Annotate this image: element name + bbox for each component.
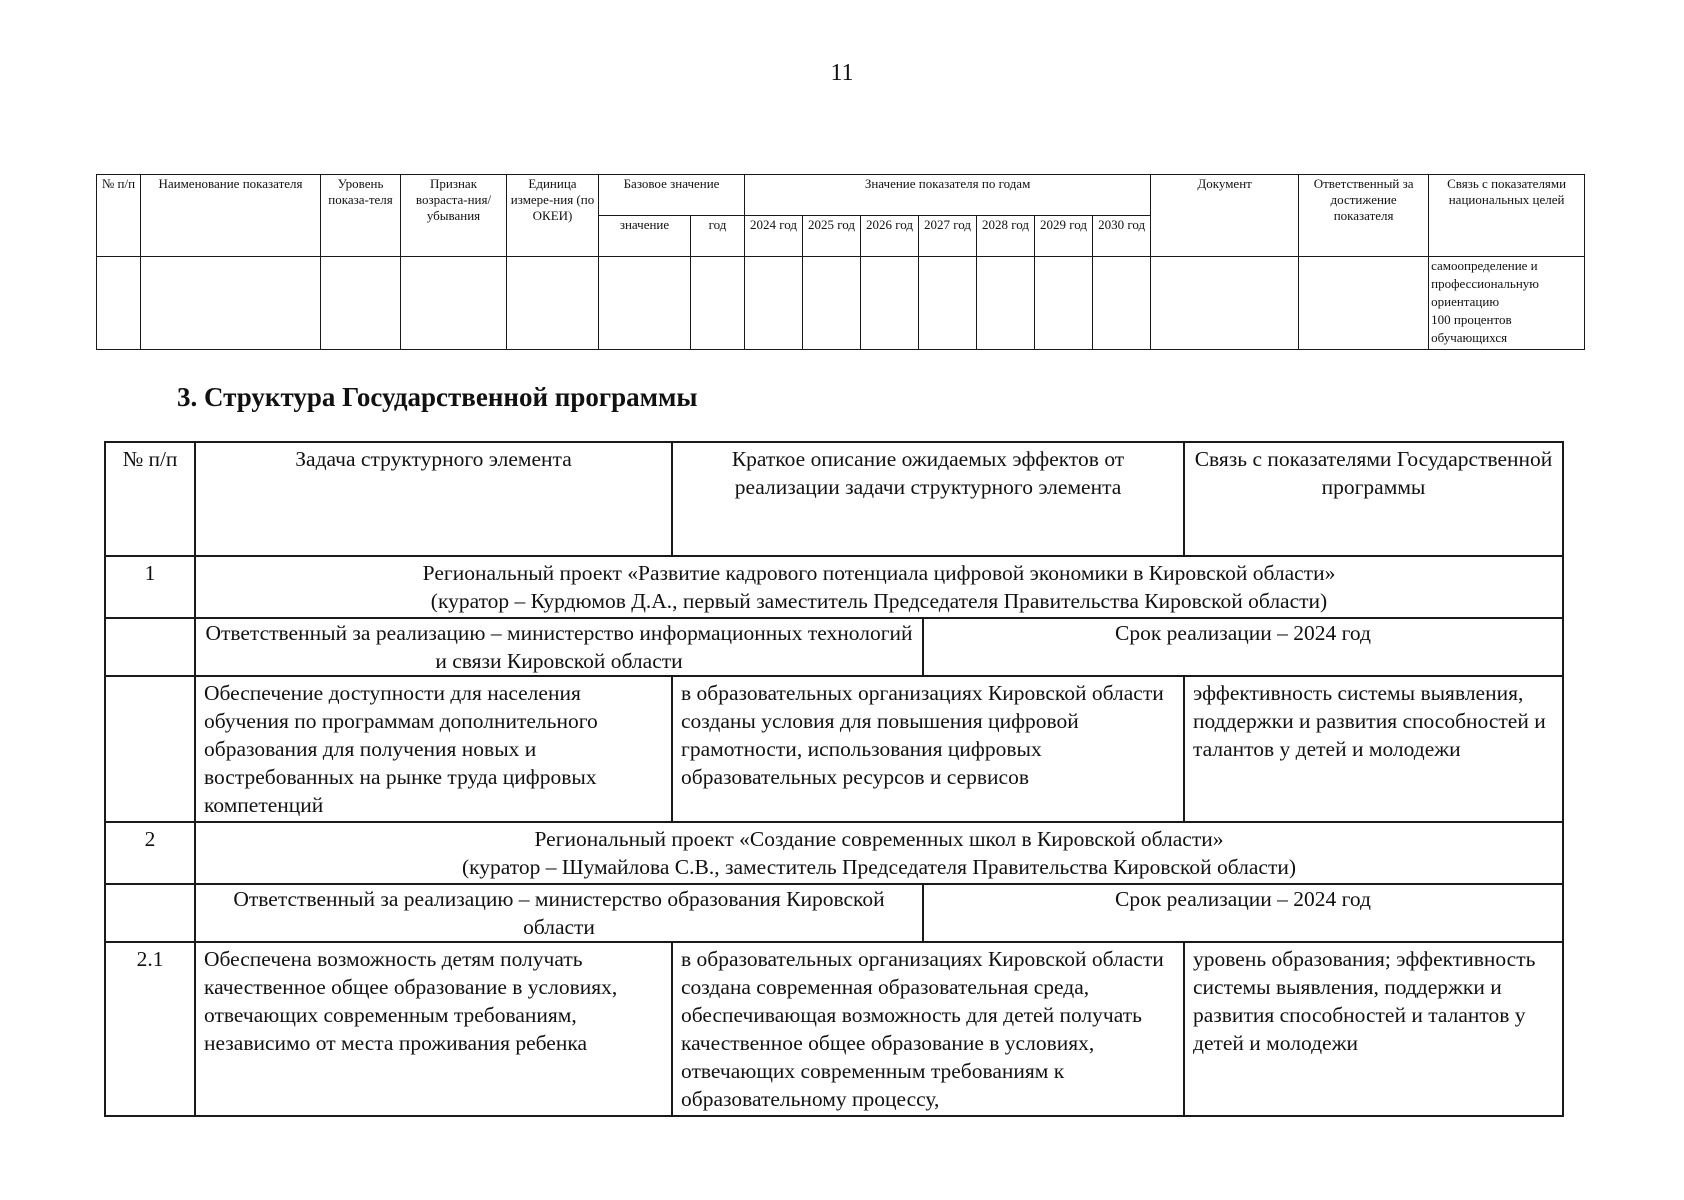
project-title: Региональный проект «Развитие кадрового потенциала цифровой экономики в Кировской области» — [422, 561, 1336, 585]
link-line: обучающихся — [1431, 330, 1508, 345]
table-cell — [1093, 257, 1151, 350]
table-cell — [105, 618, 195, 676]
link-text: уровень образования; эффективность системы выявления, поддержки и развития способностей и талантов у детей и молодежи — [1184, 942, 1563, 1116]
responsible-row — [195, 618, 1563, 676]
indicator-table — [96, 174, 1585, 350]
link-text: эффективность системы выявления, поддержки и развития способностей и талантов у детей и молодежи — [1184, 676, 1563, 822]
table-cell — [691, 257, 745, 350]
header-name: Наименование показателя — [141, 175, 321, 257]
responsible-text: Ответственный за реализацию – министерство информационных технологий и связи Кировской области — [196, 619, 924, 675]
table-cell — [919, 257, 977, 350]
header-base: Базовое значение — [599, 175, 745, 216]
header-responsible: Ответственный за достижение показателя — [1299, 175, 1429, 257]
header-link: Связь с показателями национальных целей — [1429, 175, 1585, 257]
term-text: Срок реализации – 2024 год — [1115, 887, 1371, 911]
table-cell — [977, 257, 1035, 350]
table-cell — [861, 257, 919, 350]
header-base-value: значение — [599, 216, 691, 257]
table-cell — [599, 257, 691, 350]
task-text: Обеспечение доступности для населения обучения по программам дополнительного образования для получения новых и востребованных на рынке труда цифровых компетенций — [195, 676, 672, 822]
page-number: 11 — [830, 60, 854, 86]
header-num: № п/п — [105, 442, 195, 556]
header-level: Уровень показа-теля — [321, 175, 401, 257]
project-title-cell — [195, 556, 1563, 618]
effects-text: в образовательных организациях Кировской области создана современная образовательная среда, обеспечивающая возможность для детей получать качественное общее образование в условиях, отвечающих современным требованиям к образовательному процессу, — [672, 942, 1184, 1116]
header-unit: Единица измере-ния (по ОКЕИ) — [507, 175, 599, 257]
table-cell — [507, 257, 599, 350]
table-cell — [105, 884, 195, 942]
table-cell — [1151, 257, 1299, 350]
header-year: 2027 год — [919, 216, 977, 257]
link-line: самоопределение и — [1431, 258, 1538, 273]
link-line: профессиональную — [1431, 276, 1540, 291]
effects-text: в образовательных организациях Кировской области созданы условия для повышения цифровой грамотности, использования цифровых образовательных ресурсов и сервисов — [672, 676, 1184, 822]
header-num: № п/п — [97, 175, 141, 257]
link-line: ориентацию — [1431, 294, 1500, 309]
header-base-year: год — [691, 216, 745, 257]
header-year: 2024 год — [745, 216, 803, 257]
header-year: 2028 год — [977, 216, 1035, 257]
responsible-text: Ответственный за реализацию – министерство образования Кировской области — [196, 885, 924, 941]
header-by-years: Значение показателя по годам — [745, 175, 1151, 216]
table-row — [97, 257, 1585, 350]
header-link: Связь с показателями Государственной программы — [1184, 442, 1563, 556]
header-year: 2026 год — [861, 216, 919, 257]
project-curator: (куратор – Шумайлова С.В., заместитель Председателя Правительства Кировской области) — [461, 855, 1297, 879]
national-goals-link-cell — [1429, 257, 1585, 350]
project-num: 2 — [105, 822, 195, 884]
task-num — [105, 676, 195, 822]
header-year: 2025 год — [803, 216, 861, 257]
section-title: 3. Структура Государственной программы — [177, 382, 698, 412]
table-cell — [1035, 257, 1093, 350]
table-cell — [1299, 257, 1429, 350]
task-num: 2.1 — [105, 942, 195, 1116]
project-curator: (куратор – Курдюмов Д.А., первый заместитель Председателя Правительства Кировской области) — [430, 589, 1328, 613]
header-year: 2030 год — [1093, 216, 1151, 257]
table-cell — [401, 257, 507, 350]
task-text: Обеспечена возможность детям получать качественное общее образование в условиях, отвечающих современным требованиям, независимо от места проживания ребенка — [195, 942, 672, 1116]
term-text: Срок реализации – 2024 год — [1115, 621, 1371, 645]
structure-table — [104, 441, 1564, 1117]
header-document: Документ — [1151, 175, 1299, 257]
responsible-row — [195, 884, 1563, 942]
header-effects: Краткое описание ожидаемых эффектов от реализации задачи структурного элемента — [672, 442, 1184, 556]
project-num: 1 — [105, 556, 195, 618]
table-cell — [321, 257, 401, 350]
table-cell — [141, 257, 321, 350]
project-title: Региональный проект «Создание современных школ в Кировской области» — [534, 827, 1224, 851]
header-year: 2029 год — [1035, 216, 1093, 257]
table-cell — [97, 257, 141, 350]
table-cell — [745, 257, 803, 350]
project-title-cell — [195, 822, 1563, 884]
header-task: Задача структурного элемента — [195, 442, 672, 556]
table-cell — [803, 257, 861, 350]
header-trend: Признак возраста-ния/ убывания — [401, 175, 507, 257]
link-line: 100 процентов — [1431, 312, 1512, 327]
